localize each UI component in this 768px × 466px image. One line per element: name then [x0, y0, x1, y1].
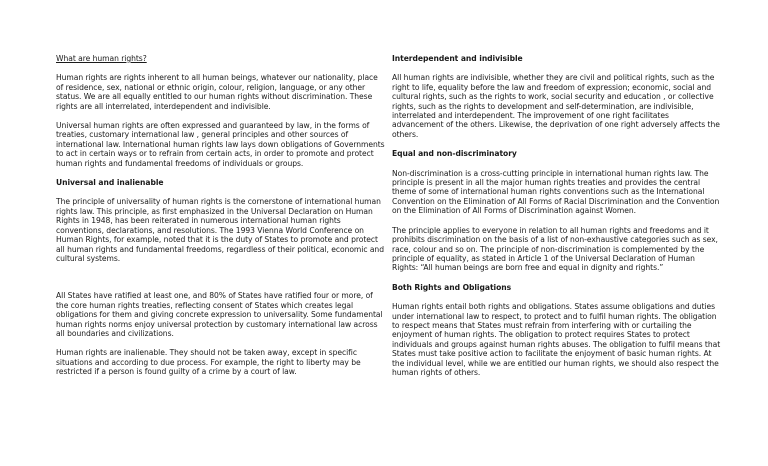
paragraph: All human rights are indivisible, whether they are civil and political rights, such as the right to life, equality before the law and freedom of expression; economic, social and cultural rights, such as the rights to work, social security and education , or collective rights, such as the rights to development and self-determination, are indivisible, interrelated and interdependent. The improvement of one right facilitates advancement of the others. Likewise, the deprivation of one right adversely affects the others.: [392, 73, 720, 139]
paragraph: Human rights are rights inherent to all human beings, whatever our nationality, place of residence, sex, national or ethnic origin, colour, religion, language, or any other status. We are all equally entitled to our human rights without discrimination. These rights are all interrelated, interdependent and indivisible.: [56, 73, 378, 111]
paragraph: Human rights are inalienable. They should not be taken away, except in specific situations and according to due process. For example, the right to liberty may be restricted if a person is found guilty of a crime by a court of law.: [56, 348, 361, 377]
right-column: [392, 54, 722, 387]
paragraph: Universal human rights are often expressed and guaranteed by law, in the forms of treaties, customary international law , general principles and other sources of international law. International human rights law lays down obligations of Governments to act in certain ways or to refrain from certain acts, in order to promote and protect human rights and fundamental freedoms of individuals or groups.: [56, 121, 385, 168]
paragraph: The principle applies to everyone in relation to all human rights and freedoms and it prohibits discrimination on the basis of a list of non-exhaustive categories such as sex, race, colour and so on. The principle of non-discrimination is complemented by the principle of equality, as stated in Article 1 of the Universal Declaration of Human Rights: “All human beings are born free and equal in dignity and rights.”: [392, 225, 718, 273]
paragraph: Human rights entail both rights and obligations. States assume obligations and duties under international law to respect, to protect and to fulfil human rights. The obligation to respect means that States must refrain from interfering with or curtailing the enjoyment of human rights. The obligation to protect requires States to protect individuals and groups against human rights abuses. The obligation to fulfil means that States must take positive action to facilitate the enjoyment of basic human rights. At the individual level, while we are entitled our human rights, we should also respect the human rights of others.: [392, 302, 721, 377]
paragraph: The principle of universality of human rights is the cornerstone of international human rights law. This principle, as first emphasized in the Universal Declaration on Human Rights in 1948, has been reiterated in numerous international human rights conventions, declarations, and resolutions. The 1993 Vienna World Conference on Human Rights, for example, noted that it is the duty of States to promote and protect all human rights and fundamental freedoms, regardless of their political, economic and cultural systems.: [56, 197, 384, 263]
section-heading-both-rights-and-obligations: Both Rights and Obligations: [392, 282, 512, 292]
section-heading-what-are-human-rights: What are human rights?: [56, 54, 147, 63]
section-heading-equal-and-non-discriminatory: Equal and non-discriminatory: [392, 149, 517, 159]
section-heading-universal-and-inalienable: Universal and inalienable: [56, 178, 164, 188]
left-column: [56, 54, 386, 387]
paragraph: Non-discrimination is a cross-cutting principle in international human rights law. The principle is present in all the major human rights treaties and provides the central theme of some of international human rights conventions such as the International Convention on the Elimination of All Forms of Racial Discrimination and the Convention on the Elimination of All Forms of Discrimination against Women.: [392, 168, 720, 216]
section-heading-interdependent-and-indivisible: Interdependent and indivisible: [392, 54, 523, 63]
spacer: [56, 273, 386, 291]
paragraph: All States have ratified at least one, and 80% of States have ratified four or more, of the core human rights treaties, reflecting consent of States which creates legal obligations for them and giving concrete expression to universality. Some fundamental human rights norms enjoy universal protection by customary international law across all boundaries and civilizations.: [56, 291, 383, 338]
